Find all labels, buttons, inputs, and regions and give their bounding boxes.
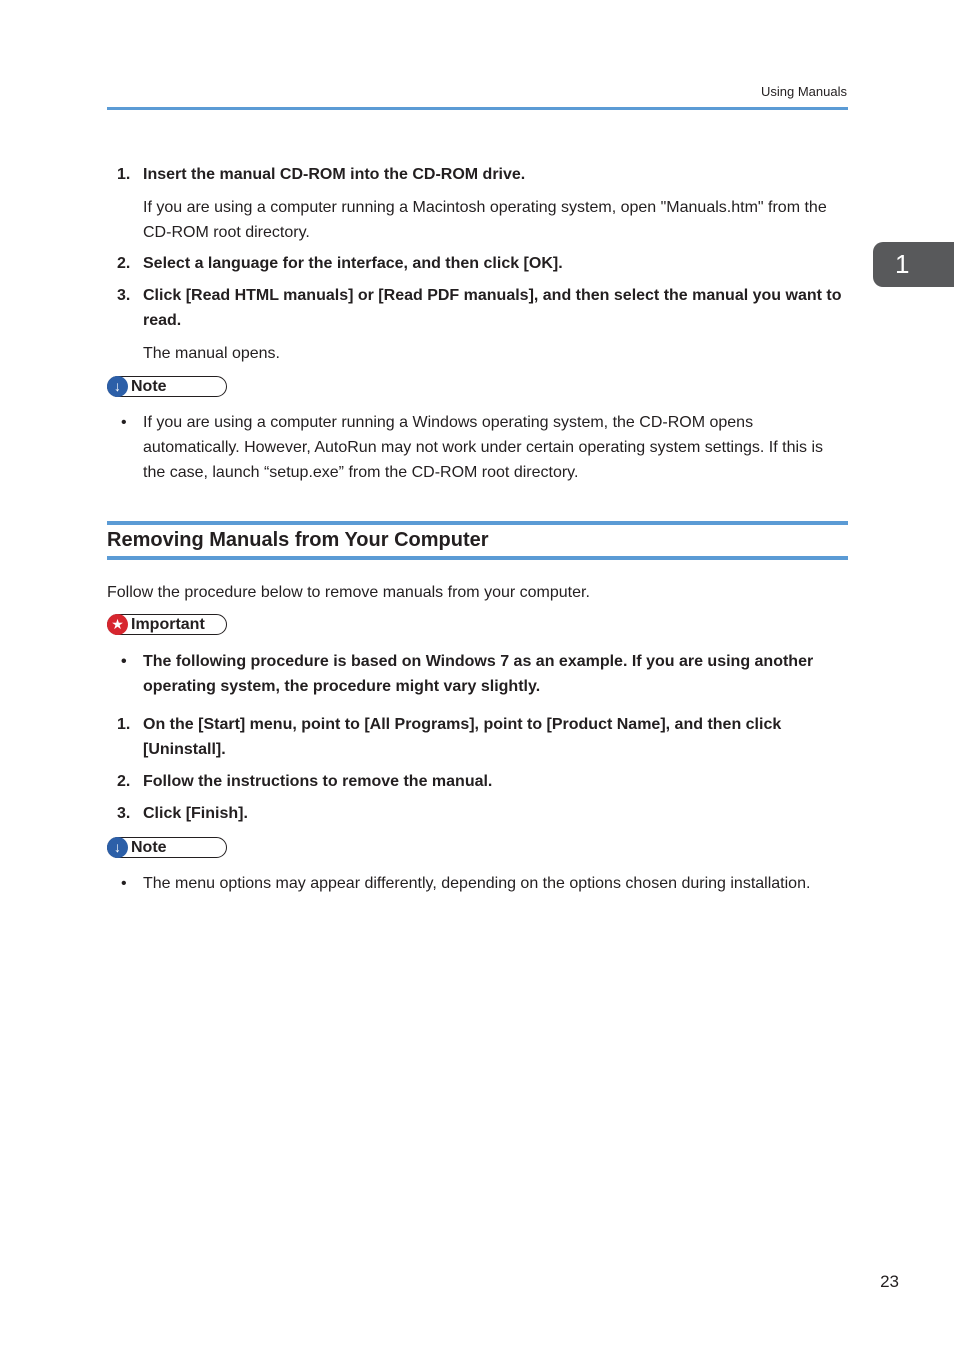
step-text: On the [Start] menu, point to [All Programs], point to [Product Name], and then click [Uninstall].: [143, 716, 782, 758]
chapter-tab: [873, 242, 954, 287]
note-label-text: Note: [131, 378, 167, 395]
step-detail: The manual opens.: [143, 345, 280, 362]
note-label: [107, 376, 227, 397]
section-intro: Follow the procedure below to remove manuals from your computer.: [107, 584, 590, 601]
note-text: If you are using a computer running a Windows operating system, the CD-ROM opens automatically. However, AutoRun may not work under certain operating system settings. If this is the case, launch “setup.exe” from the CD-ROM root directory.: [143, 414, 824, 481]
chapter-number: 1: [895, 249, 910, 279]
running-header: Using Manuals: [761, 84, 847, 99]
note-label: [107, 837, 227, 858]
step-text: Follow the instructions to remove the manual.: [143, 773, 493, 790]
important-label-text: Important: [131, 616, 205, 633]
step-3: [117, 801, 847, 826]
step-1: [117, 162, 847, 187]
star-icon: ★: [107, 614, 128, 635]
header-rule: [107, 107, 848, 110]
step-number: 1.: [117, 716, 131, 733]
section-rule-top: [107, 521, 848, 525]
bullet-dot: •: [121, 653, 127, 670]
note-bullet: [117, 871, 848, 896]
step-text: Click [Read HTML manuals] or [Read PDF manuals], and then select the manual you want to read.: [143, 287, 842, 329]
step-number: 3.: [117, 287, 131, 304]
step-text: Insert the manual CD-ROM into the CD-ROM drive.: [143, 166, 526, 183]
step-detail: If you are using a computer running a Macintosh operating system, open "Manuals.htm" from the CD-ROM root directory.: [143, 199, 827, 241]
down-arrow-icon: ↓: [107, 376, 128, 397]
step-number: 2.: [117, 255, 131, 272]
bullet-dot: •: [121, 875, 127, 892]
step-text: Select a language for the interface, and then click [OK].: [143, 255, 563, 272]
step-1: [117, 712, 847, 762]
note-label-text: Note: [131, 839, 167, 856]
important-bullet: [117, 649, 848, 699]
step-number: 1.: [117, 166, 131, 183]
step-2: [117, 769, 847, 794]
section-rule-bottom: [107, 556, 848, 560]
step-number: 2.: [117, 773, 131, 790]
step-3: [117, 283, 847, 333]
section-title: Removing Manuals from Your Computer: [107, 529, 489, 551]
important-text: The following procedure is based on Windows 7 as an example. If you are using another operating system, the procedure might vary slightly.: [143, 653, 814, 695]
note-text: The menu options may appear differently, depending on the options chosen during installation.: [143, 875, 811, 892]
note-bullet: [117, 410, 848, 485]
step-text: Click [Finish].: [143, 805, 248, 822]
page-number: 23: [880, 1272, 899, 1291]
step-2: [117, 251, 847, 276]
important-label: [107, 614, 227, 635]
bullet-dot: •: [121, 414, 127, 431]
down-arrow-icon: ↓: [107, 837, 128, 858]
step-number: 3.: [117, 805, 131, 822]
